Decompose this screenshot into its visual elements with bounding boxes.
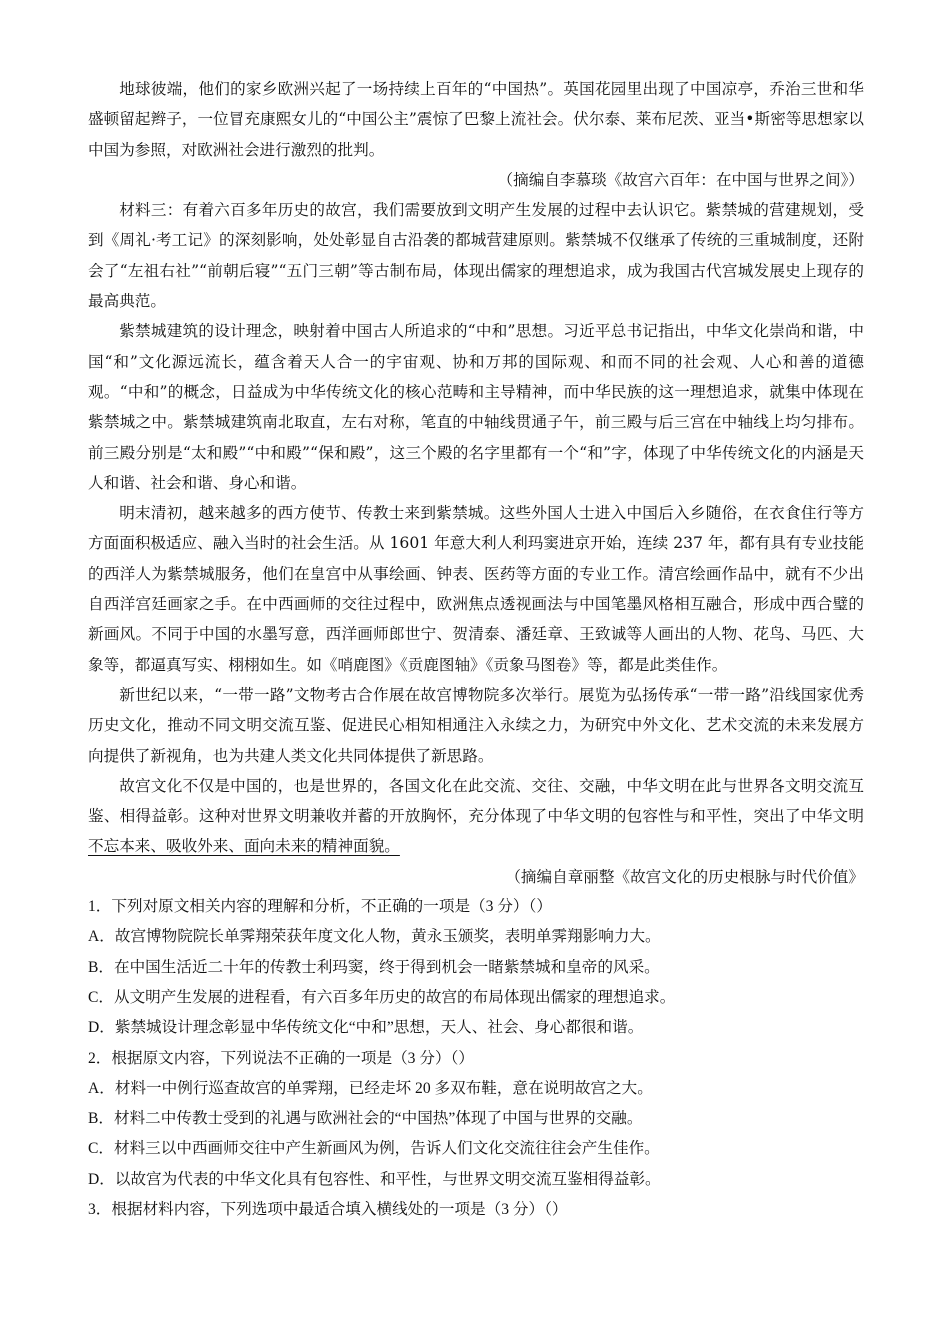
question-1-option-c: C．从文明产生发展的进程看，有六百多年历史的故宫的布局体现出儒家的理想追求。 (88, 988, 676, 1006)
paragraph-western-missionaries: 明末清初，越来越多的西方使节、传教士来到紫禁城。这些外国人士进入中国后入乡随俗，在衣食住行等方方面面积极适应、融入当时的社会生活。从 1601 年意大利人利玛窦进京开始，连续 237 年，都有具有专业技能的西洋人为紫禁城服务，他们在皇宫中从事绘画、钟表、医药等方面的专业工作。清宫绘画作品中，就有不少出自西洋宫廷画家之手。在中西画师的交往过程中，欧洲焦点透视画法与中国笔墨风格相互融合，形成中西合璧的新画风。不同于中国的水墨写意，西洋画师郎世宁、贺清泰、潘廷章、王致诚等人画出的人物、花鸟、马匹、大象等，都逼真写实、栩栩如生。如《哨鹿图》《贡鹿图轴》《贡象马图卷》等，都是此类佳作。 (88, 504, 864, 674)
question-2-option-d: D．以故宫为代表的中华文化具有包容性、和平性，与世界文明交流互鉴相得益彰。 (88, 1170, 661, 1188)
question-1-option-a: A．故宫博物院院长单霁翔荣获年度文化人物，黄永玉颁奖，表明单霁翔影响力大。 (88, 928, 661, 946)
question-3: 3．根据材料内容，下列选项中最适合填入横线处的一项是（3 分）（） (88, 1200, 568, 1218)
paragraph-conclusion (88, 771, 864, 862)
question-2: 2．根据原文内容，下列说法不正确的一项是（3 分）（） (88, 1049, 474, 1067)
paragraph-belt-and-road: 新世纪以来，“一带一路”文物考古合作展在故宫博物院多次举行。展览为弘扬传承“一带一路”沿线国家优秀历史文化，推动不同文明交流互鉴、促进民心相知相通注入永续之力，为研究中外文化、艺术交流的未来发展方向提供了新视角，也为共建人类文化共同体提供了新思路。 (88, 685, 864, 765)
question-1: 1．下列对原文相关内容的理解和分析，不正确的一项是（3 分）（） (88, 898, 552, 916)
underlined-phrase: 不忘本来、吸收外来、面向未来的精神面貌。 (88, 837, 400, 856)
question-2-option-b: B．材料二中传教士受到的礼遇与欧洲社会的“中国热”体现了中国与世界的交融。 (88, 1110, 643, 1128)
paragraph-material-3-intro: 材料三：有着六百多年历史的故宫，我们需要放到文明产生发展的过程中去认识它。紫禁城的营建规划，受到《周礼·考工记》的深刻影响，处处彰显自古沿袭的都城营建原则。紫禁城不仅继承了传统的三重城制度，还附会了“左祖右社”“前朝后寝”“五门三朝”等古制布局，体现出儒家的理想追求，成为我国古代宫城发展史上现存的最高典范。 (88, 201, 864, 311)
conclusion-text: 故宫文化不仅是中国的，也是世界的，各国文化在此交流、交往、交融，中华文明在此与世界各文明交流互鉴、相得益彰。这种对世界文明兼收并蓄的开放胸怀，充分体现了中华文明的包容性与和平性，突出了中华文明 (88, 776, 864, 826)
question-1-option-b: B．在中国生活近二十年的传教士利玛窦，终于得到机会一睹紫禁城和皇帝的风采。 (88, 958, 660, 976)
source-note-material-3: （摘编自章丽整《故宫文化的历史根脉与时代价值》 (505, 867, 864, 886)
question-1-option-d: D．紫禁城设计理念彰显中华传统文化“中和”思想，天人、社会、身心都很和谐。 (88, 1019, 644, 1037)
question-2-option-c: C．材料三以中西画师交往中产生新画风为例，告诉人们文化交流往往会产生佳作。 (88, 1140, 660, 1158)
source-note-material-2: （摘编自李慕琰《故宫六百年：在中国与世界之间》） (497, 170, 864, 189)
paragraph-zhonghe-concept: 紫禁城建筑的设计理念，映射着中国古人所追求的“中和”思想。习近平总书记指出，中华文化崇尚和谐，中国“和”文化源远流长，蕴含着天人合一的宇宙观、协和万邦的国际观、和而不同的社会观、人心和善的道德观。“中和”的概念，日益成为中华传统文化的核心范畴和主导精神，而中华民族的这一理想追求，就集中体现在紫禁城之中。紫禁城建筑南北取直，左右对称，笔直的中轴线贯通子午，前三殿与后三宫在中轴线上均匀排布。前三殿分别是“太和殿”“中和殿”“保和殿”，这三个殿的名字里都有一个“和”字，体现了中华传统文化的内涵是天人和谐、社会和谐、身心和谐。 (88, 322, 864, 492)
question-2-option-a: A．材料一中例行巡查故宫的单霁翔，已经走坏 20 多双布鞋，意在说明故宫之大。 (88, 1079, 653, 1097)
exam-page (88, 74, 864, 1225)
paragraph-europe-china-craze: 地球彼端，他们的家乡欧洲兴起了一场持续上百年的“中国热”。英国花园里出现了中国凉亭，乔治三世和华盛顿留起辫子，一位冒充康熙女儿的“中国公主”震惊了巴黎上流社会。伏尔泰、莱布尼茨、亚当•斯密等思想家以中国为参照，对欧洲社会进行激烈的批判。 (88, 80, 864, 159)
